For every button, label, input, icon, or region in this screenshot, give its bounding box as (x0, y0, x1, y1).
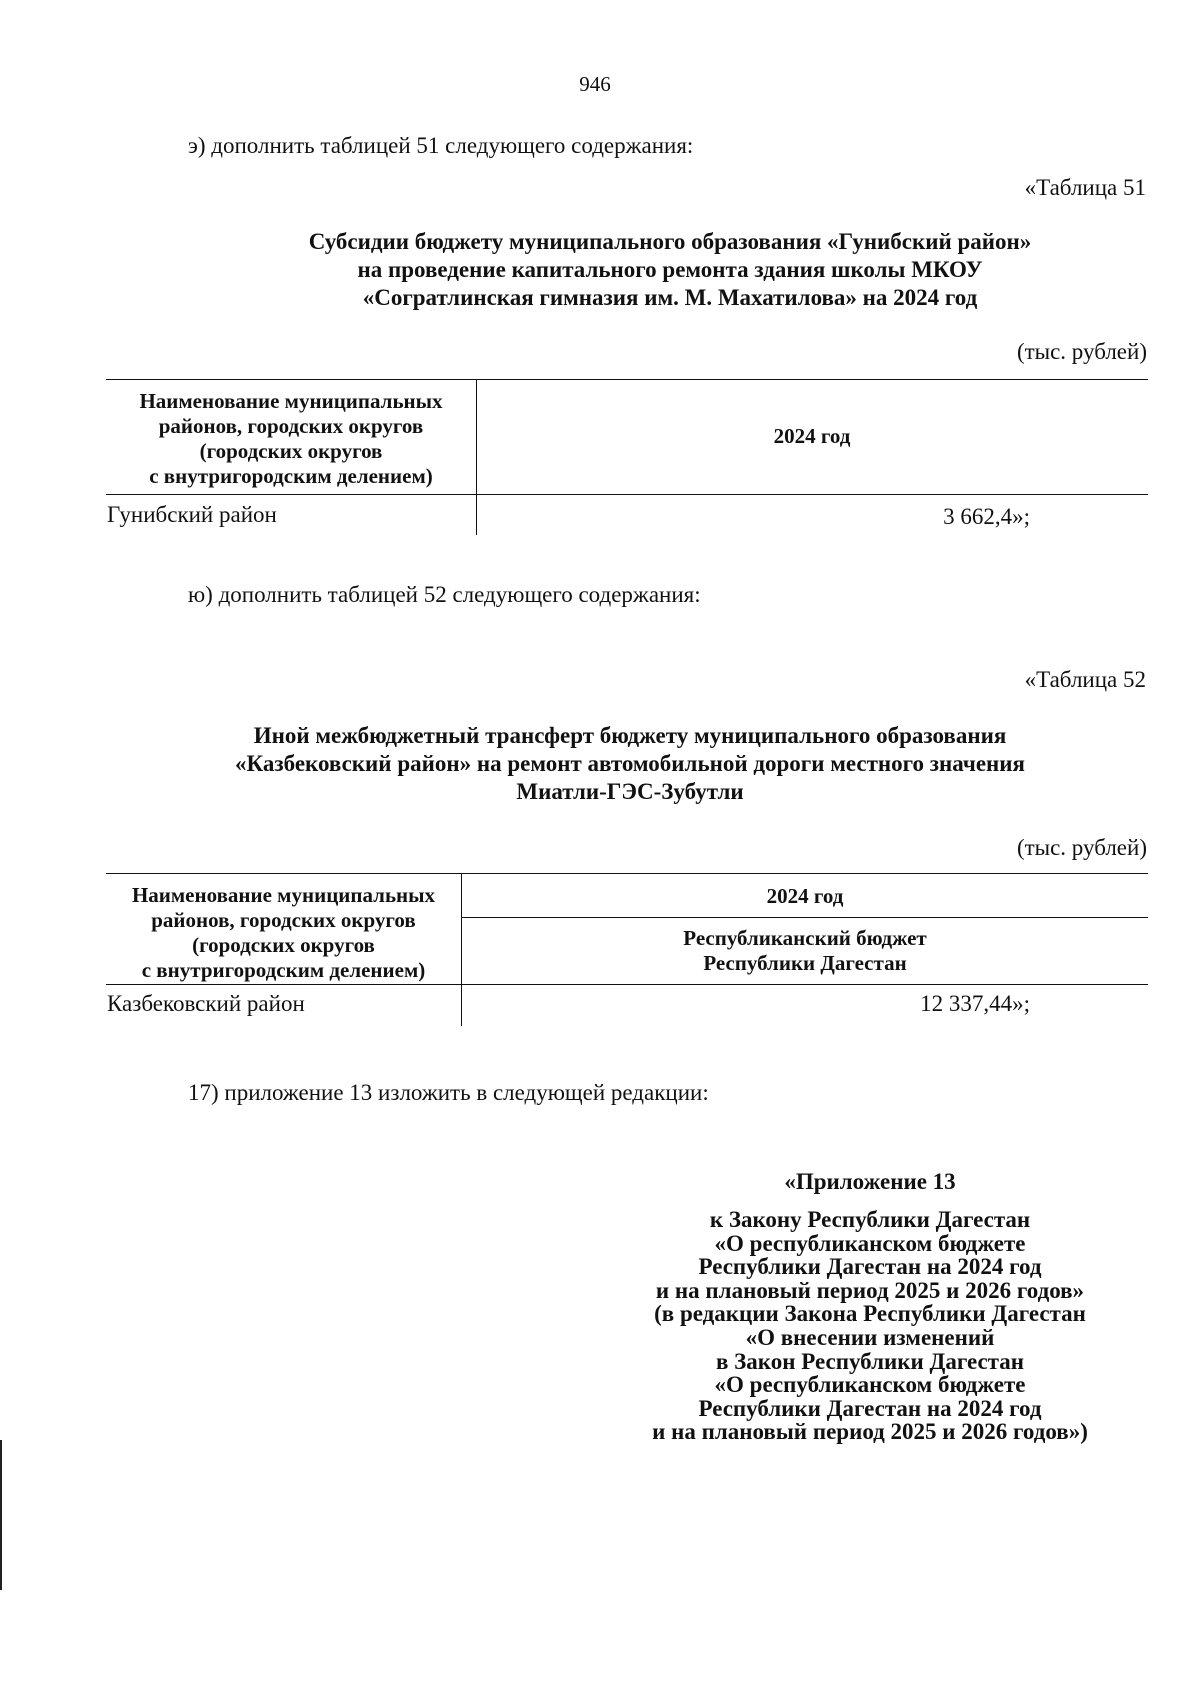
table52-row-value: 12 337,44»; (920, 991, 1030, 1016)
table52-title-line: «Казбековский район» на ремонт автомобильной дороги местного значения (235, 751, 1025, 776)
header-line: районов, городских округов (151, 908, 416, 932)
appendix-line: и на плановый период 2025 и 2026 годов») (652, 1419, 1088, 1445)
appendix-line: к Закону Республики Дагестан (709, 1207, 1031, 1232)
scan-edge-mark (0, 1440, 2, 1590)
header-line: Республики Дагестан (703, 951, 907, 975)
table52-title-line: Иной межбюджетный трансферт бюджету муниципального образования (253, 723, 1007, 748)
item-17-text: 17) приложение 13 изложить в следующей редакции: (188, 1080, 709, 1105)
item-e-text: э) дополнить таблицей 51 следующего содержания: (188, 133, 694, 158)
table52-top-border (106, 873, 1148, 874)
table51-row-name: Гунибский район (107, 502, 277, 527)
header-line: (городских округов (199, 439, 383, 463)
appendix-line: «О республиканском бюджете (714, 1230, 1026, 1256)
table52-label: «Таблица 52 (1024, 667, 1146, 692)
header-line: Наименование муниципальных (131, 883, 436, 907)
header-line: Республиканский бюджет (683, 926, 927, 950)
appendix-title: «Приложение 13 (784, 1169, 956, 1194)
table51-col2-header: 2024 год (773, 424, 851, 448)
table52-subheader-border (462, 917, 1148, 918)
table51-header-border (106, 494, 1148, 495)
table52-header-border (106, 984, 1148, 985)
appendix-body (600, 1208, 1140, 1444)
header-line: Наименование муниципальных (139, 389, 443, 413)
table51-title-line: на проведение капитального ремонта здания школы МКОУ (357, 257, 983, 282)
table52-col2-header: 2024 год (766, 884, 844, 908)
table51-title-line: Субсидии бюджету муниципального образования «Гунибский район» (308, 229, 1032, 254)
table52-title (100, 722, 1160, 806)
appendix-line: в Закон Республики Дагестан (716, 1348, 1024, 1374)
appendix-line: Республики Дагестан на 2024 год (698, 1395, 1042, 1421)
table52-col2-subheader (462, 926, 1148, 976)
appendix-line: «О республиканском бюджете (714, 1372, 1026, 1398)
table51-col1-header (106, 389, 476, 489)
table51-label: «Таблица 51 (1024, 175, 1146, 200)
table52-unit: (тыс. рублей) (1016, 835, 1147, 860)
table52-row-name: Казбековский район (107, 991, 305, 1016)
appendix-line: «О внесении изменений (745, 1324, 995, 1350)
table51-unit: (тыс. рублей) (1016, 339, 1147, 364)
appendix-line: (в редакции Закона Республики Дагестан (654, 1301, 1086, 1327)
table51-title-line: «Согратлинская гимназия им. М. Махатилова» на 2024 год (362, 285, 978, 310)
table51-row-value: 3 662,4»; (943, 504, 1030, 529)
table52-col1-header (106, 883, 461, 983)
header-line: с внутригородским делением) (149, 464, 433, 488)
table51-top-border (106, 379, 1148, 380)
header-line: районов, городских округов (158, 414, 424, 438)
table52-title-line: Миатли-ГЭС-Зубутли (516, 779, 744, 804)
appendix-line: и на плановый период 2025 и 2026 годов» (655, 1277, 1085, 1303)
table51-title (150, 228, 1190, 312)
page-number: 946 (579, 72, 611, 96)
appendix-line: Республики Дагестан на 2024 год (698, 1254, 1042, 1280)
header-line: (городских округов (192, 933, 375, 957)
item-yu-text: ю) дополнить таблицей 52 следующего содержания: (188, 582, 701, 607)
table51-column-divider (476, 379, 477, 535)
header-line: с внутригородским делением) (141, 958, 426, 982)
